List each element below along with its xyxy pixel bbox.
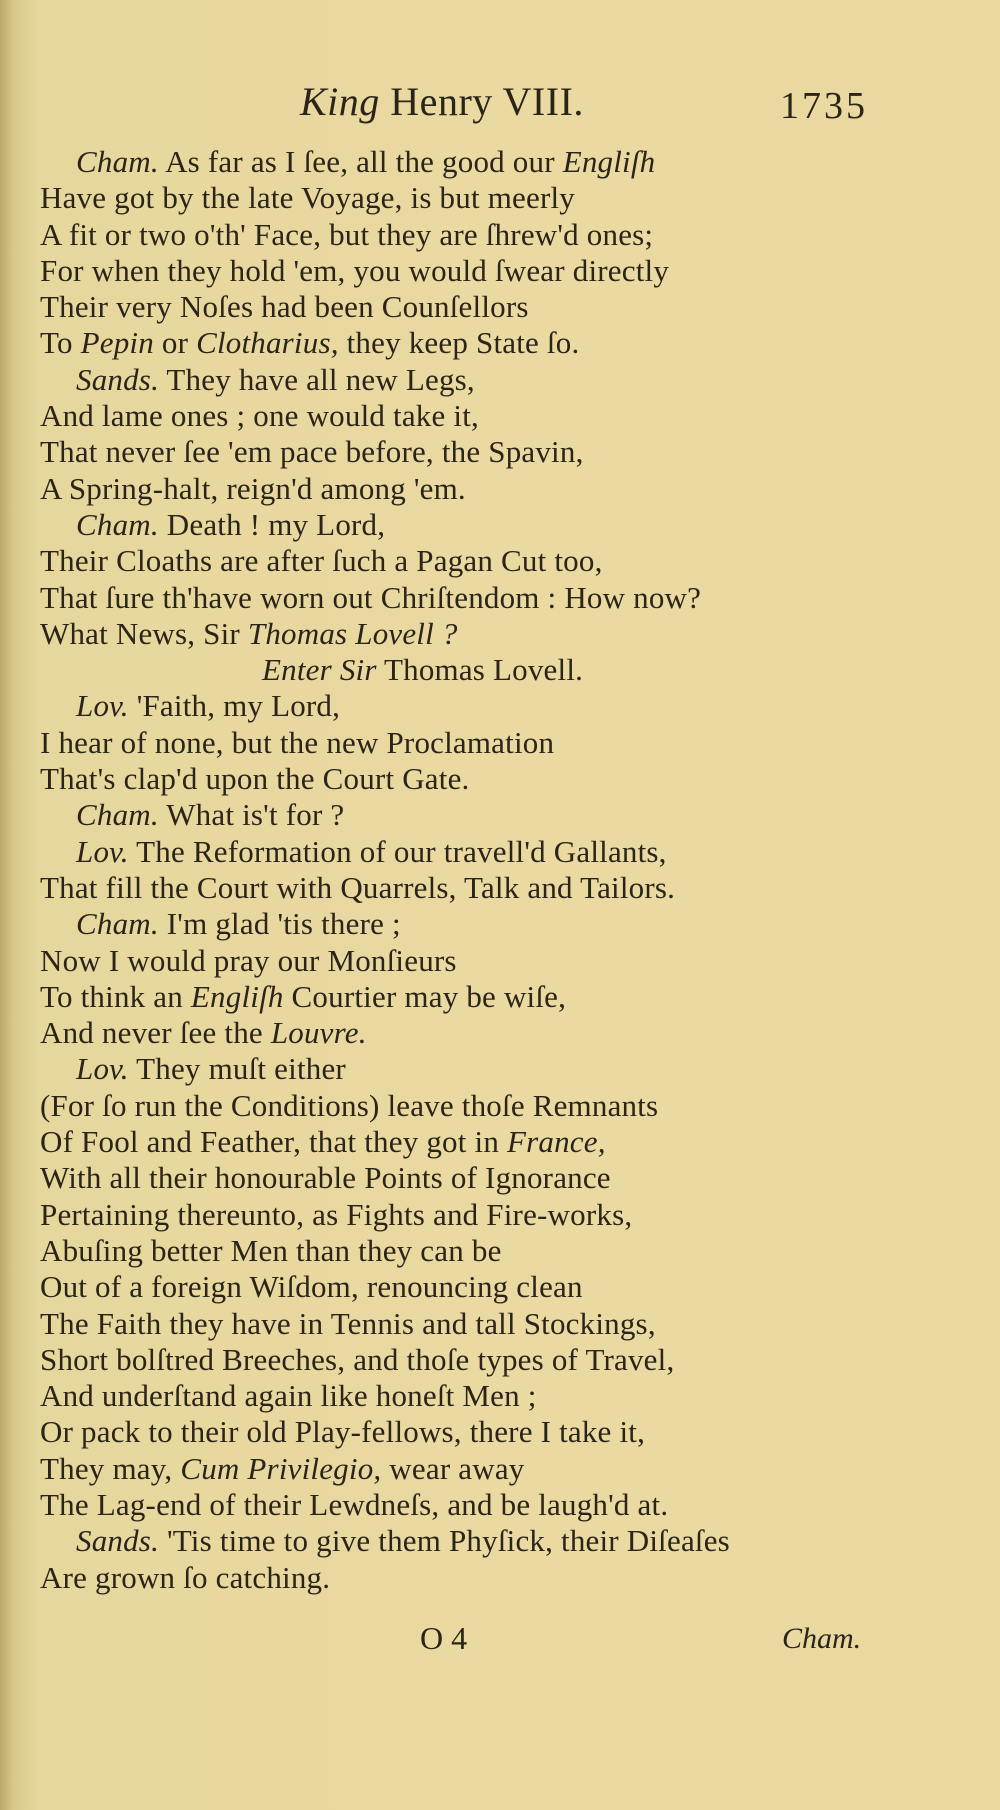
text-segment: Their very Noſes had been Counſellors — [40, 289, 529, 325]
text-segment: Have got by the late Voyage, is but meerly — [40, 180, 575, 216]
play-text — [40, 144, 960, 1596]
italic-text: France, — [506, 1124, 606, 1160]
text-segment: With all their honourable Points of Ignorance — [40, 1160, 611, 1196]
text-line — [40, 1306, 960, 1342]
text-segment: As far as I ſee, all the good our — [158, 144, 563, 179]
text-segment: I hear of none, but the new Proclamation — [40, 724, 555, 760]
text-segment: They have all new Legs, — [159, 361, 475, 397]
text-segment: To think an — [40, 978, 191, 1014]
text-line — [40, 144, 960, 180]
text-segment: That fill the Court with Quarrels, Talk and Tailors. — [40, 869, 676, 905]
text-line — [40, 979, 960, 1015]
signature-mark: O 4 — [420, 1620, 468, 1656]
text-segment: The Lag-end of their Lewdneſs, and be laugh'd at. — [40, 1486, 669, 1522]
text-line — [40, 580, 960, 616]
text-segment: What News, Sir — [40, 615, 248, 651]
italic-text: Engliſh — [190, 978, 284, 1014]
text-line — [40, 725, 960, 761]
text-segment: wear away — [381, 1450, 525, 1486]
text-line — [40, 325, 960, 361]
text-line — [40, 253, 960, 289]
text-segment: or — [153, 325, 197, 361]
text-segment: Are grown ſo catching. — [40, 1559, 331, 1595]
italic-text: Enter Sir — [262, 652, 377, 688]
running-head — [300, 78, 584, 125]
italic-text: Thomas Lovell ? — [247, 615, 458, 651]
text-segment: Short bolſtred Breeches, and thoſe types of Travel, — [40, 1341, 675, 1377]
text-line — [40, 1160, 960, 1196]
italic-text: Cum Privilegio, — [180, 1450, 382, 1486]
text-segment: Or pack to their old Play-fellows, there I take it, — [40, 1414, 646, 1450]
text-segment: 'Tis time to give them Phyſick, their Diſeaſes — [159, 1523, 730, 1559]
text-line — [40, 434, 960, 470]
text-line — [40, 1233, 960, 1269]
text-segment: Thomas Lovell. — [376, 652, 584, 688]
text-line — [40, 870, 960, 906]
running-head-title: Henry VIII. — [379, 79, 584, 124]
italic-text: Sands. — [76, 361, 160, 397]
text-segment: Of Fool and Feather, that they got in — [40, 1124, 507, 1160]
text-line — [40, 616, 960, 652]
text-line — [40, 1051, 960, 1087]
text-segment: they keep State ſo. — [338, 325, 580, 361]
text-segment: And lame ones ; one would take it, — [40, 398, 479, 434]
text-segment: Pertaining thereunto, as Fights and Fire-works, — [40, 1196, 633, 1232]
text-line — [40, 362, 960, 398]
italic-text: Sands. — [76, 1523, 160, 1559]
text-segment: (For ſo run the Conditions) leave thoſe Remnants — [40, 1087, 659, 1123]
catchword: Cham. — [782, 1622, 862, 1655]
text-line — [40, 398, 960, 434]
text-line — [40, 1088, 960, 1124]
text-line — [40, 217, 960, 253]
text-line — [40, 1523, 960, 1559]
text-segment: Out of a foreign Wiſdom, renouncing clean — [40, 1269, 583, 1305]
text-line — [40, 1342, 960, 1378]
text-segment: The Faith they have in Tennis and tall Stockings, — [40, 1305, 656, 1341]
running-head-italic: King — [300, 79, 380, 124]
page-number: 1735 — [780, 85, 868, 127]
text-line — [40, 1015, 960, 1051]
text-segment: And never ſee the — [40, 1015, 271, 1051]
text-line — [40, 797, 960, 833]
text-segment: A fit or two o'th' Face, but they are ſhrew'd ones; — [40, 216, 654, 252]
text-line — [40, 906, 960, 942]
text-segment: What is't for ? — [158, 797, 345, 833]
text-line — [40, 471, 960, 507]
text-line — [40, 652, 960, 688]
italic-text: Cham. — [76, 144, 159, 179]
text-line — [40, 1487, 960, 1523]
text-segment: Death ! my Lord, — [158, 506, 386, 542]
italic-text: Cham. — [76, 906, 159, 942]
text-segment: Abuſing better Men than they can be — [40, 1232, 502, 1268]
text-segment: That ſure th'have worn out Chriſtendom : How now? — [40, 579, 702, 615]
text-segment: And underſtand again like honeſt Men ; — [40, 1378, 537, 1414]
text-line — [40, 834, 960, 870]
text-line — [40, 1560, 960, 1596]
text-line — [40, 1269, 960, 1305]
text-segment: Now I would pray our Monſieurs — [40, 942, 457, 978]
italic-text: Pepin — [80, 325, 154, 361]
text-line — [40, 543, 960, 579]
text-line — [40, 688, 960, 724]
italic-text: Cham. — [76, 506, 159, 542]
text-line — [40, 1451, 960, 1487]
italic-text: Cham. — [76, 797, 159, 833]
text-line — [40, 1414, 960, 1450]
text-line — [40, 1378, 960, 1414]
text-line — [40, 289, 960, 325]
text-line — [40, 1197, 960, 1233]
italic-text: Clotharius, — [196, 325, 339, 361]
text-line — [40, 507, 960, 543]
italic-text: Engliſh — [562, 144, 656, 179]
text-segment: They may, — [40, 1450, 181, 1486]
text-segment: Their Cloaths are after ſuch a Pagan Cut too, — [40, 543, 603, 579]
text-segment: That never ſee 'em pace before, the Spavin, — [40, 434, 584, 470]
italic-text: Lov. — [76, 1051, 129, 1087]
text-segment: A Spring-halt, reign'd among 'em. — [40, 470, 466, 506]
italic-text: Lov. — [76, 688, 129, 724]
text-segment: The Reformation of our travell'd Gallants, — [128, 833, 667, 869]
text-line — [40, 761, 960, 797]
text-line — [40, 180, 960, 216]
text-segment: They muſt either — [128, 1051, 346, 1087]
italic-text: Louvre. — [270, 1015, 367, 1051]
text-line — [40, 1124, 960, 1160]
text-segment: For when they hold 'em, you would ſwear directly — [40, 252, 670, 288]
text-line — [40, 943, 960, 979]
text-segment: I'm glad 'tis there ; — [158, 906, 401, 942]
text-segment: To — [40, 325, 81, 361]
text-segment: 'Faith, my Lord, — [128, 688, 341, 724]
text-segment: Courtier may be wiſe, — [283, 978, 567, 1014]
italic-text: Lov. — [76, 833, 129, 869]
text-segment: That's clap'd upon the Court Gate. — [40, 761, 470, 797]
